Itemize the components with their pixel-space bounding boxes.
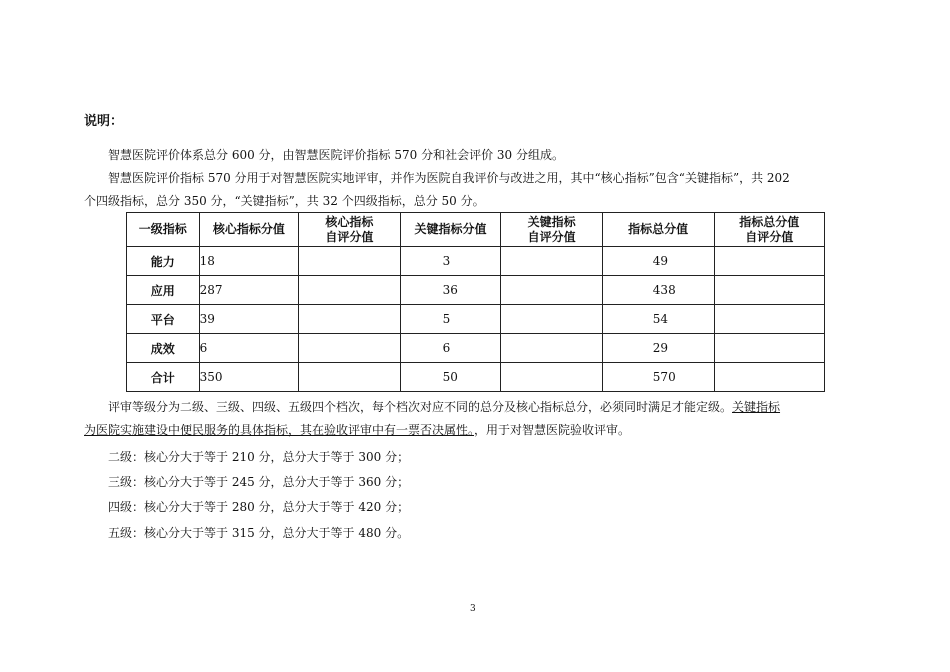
paragraph-indicators-line1: 智慧医院评价指标 570 分用于对智慧医院实地评审，并作为医院自我评价与改进之用，其中“核心指标”包含“关键指标”，共 202 [108, 171, 790, 185]
header-total-score: 指标总分值 [602, 213, 714, 247]
core-self-cell [299, 363, 400, 392]
paragraph-grading-line1 [84, 395, 868, 419]
key-score-cell: 6 [400, 334, 501, 363]
key-score-cell: 36 [400, 276, 501, 305]
total-score-cell: 54 [602, 305, 714, 334]
grade-level-2: 二级：核心分大于等于 210 分，总分大于等于 300 分； [108, 450, 410, 464]
grade-level-3: 三级：核心分大于等于 245 分，总分大于等于 360 分； [108, 475, 410, 489]
core-score-cell: 18 [199, 247, 299, 276]
row-name: 应用 [127, 276, 200, 305]
grade-level-4: 四级：核心分大于等于 280 分，总分大于等于 420 分； [108, 500, 410, 514]
total-self-cell [714, 276, 824, 305]
key-self-cell [501, 276, 602, 305]
page-number: 3 [470, 604, 476, 614]
paragraph-grading-line2 [84, 418, 868, 442]
row-name: 能力 [127, 247, 200, 276]
header-key-score: 关键指标分值 [400, 213, 501, 247]
total-self-cell [714, 334, 824, 363]
core-score-cell: 287 [199, 276, 299, 305]
key-indicator-definition-underlined: 为医院实施建设中便民服务的具体指标，其在验收评审中有一票否决属性。 [84, 423, 475, 437]
core-score-cell: 39 [199, 305, 299, 334]
grading-text-end: ，用于对智慧医院验收评审。 [474, 423, 631, 437]
table-row [127, 363, 825, 392]
core-self-cell [299, 247, 400, 276]
total-score-cell: 570 [602, 363, 714, 392]
key-self-cell [501, 247, 602, 276]
paragraph-indicators-line2: 个四级指标，总分 350 分，“关键指标”，共 32 个四级指标，总分 50 分。 [84, 194, 485, 208]
table-row [127, 247, 825, 276]
grade-level-5: 五级：核心分大于等于 315 分，总分大于等于 480 分。 [108, 526, 410, 540]
key-score-cell: 3 [400, 247, 501, 276]
total-score-cell: 29 [602, 334, 714, 363]
table-row [127, 305, 825, 334]
total-score-cell: 438 [602, 276, 714, 305]
grading-text: 评审等级分为二级、三级、四级、五级四个档次，每个档次对应不同的总分及核心指标总分，必须同时满足才能定级。 [108, 400, 733, 414]
key-score-cell: 50 [400, 363, 501, 392]
core-score-cell: 350 [199, 363, 299, 392]
core-self-cell [299, 305, 400, 334]
key-self-cell [501, 334, 602, 363]
paragraph-total-score: 智慧医院评价体系总分 600 分，由智慧医院评价指标 570 分和社会评价 30 分组成。 [108, 148, 564, 162]
row-name: 合计 [127, 363, 200, 392]
key-self-cell [501, 305, 602, 334]
row-name: 平台 [127, 305, 200, 334]
core-self-cell [299, 276, 400, 305]
header-key-self: 关键指标 自评分值 [501, 213, 602, 247]
total-self-cell [714, 363, 824, 392]
core-self-cell [299, 334, 400, 363]
header-core-score: 核心指标分值 [199, 213, 299, 247]
table-header-row [127, 213, 825, 247]
table-row [127, 276, 825, 305]
key-score-cell: 5 [400, 305, 501, 334]
section-heading: 说明： [84, 114, 124, 129]
header-total-self: 指标总分值 自评分值 [714, 213, 824, 247]
header-level1: 一级指标 [127, 213, 200, 247]
key-indicator-underlined: 关键指标 [732, 400, 781, 414]
header-core-self: 核心指标 自评分值 [299, 213, 400, 247]
total-self-cell [714, 247, 824, 276]
total-self-cell [714, 305, 824, 334]
core-score-cell: 6 [199, 334, 299, 363]
row-name: 成效 [127, 334, 200, 363]
score-table [126, 212, 825, 392]
total-score-cell: 49 [602, 247, 714, 276]
table-row [127, 334, 825, 363]
key-self-cell [501, 363, 602, 392]
